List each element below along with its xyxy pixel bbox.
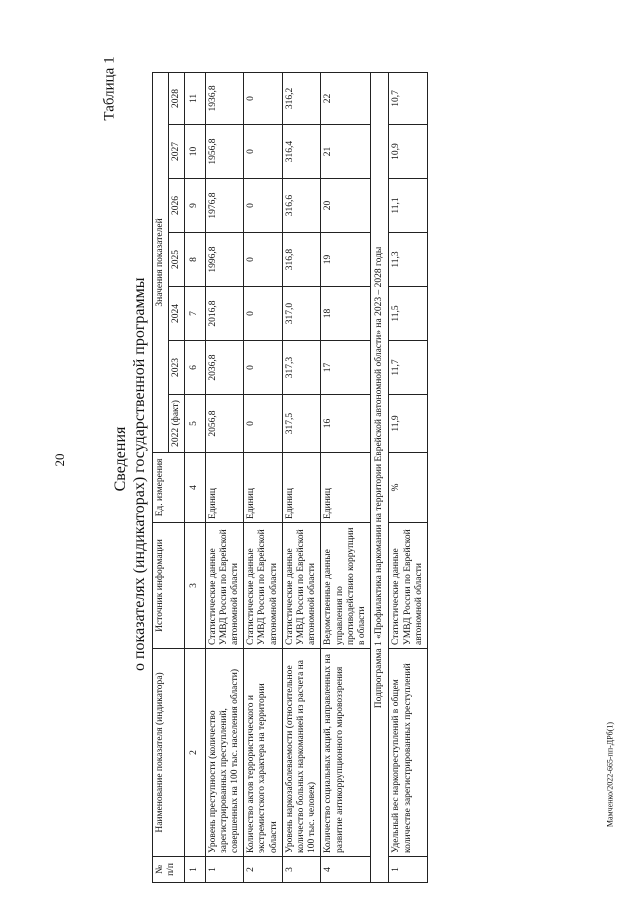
indicator-value: 11,5 xyxy=(389,287,428,341)
column-number: 11 xyxy=(185,72,205,124)
indicator-value: 0 xyxy=(244,233,283,287)
indicator-value: 316,6 xyxy=(282,179,321,233)
column-number: 10 xyxy=(185,125,205,179)
column-number: 7 xyxy=(185,287,205,341)
column-number: 4 xyxy=(185,453,205,523)
document-title: Сведения xyxy=(112,426,129,492)
indicators-table-container xyxy=(152,73,592,883)
indicator-value: 317,0 xyxy=(282,287,321,341)
indicator-value: 1976,8 xyxy=(205,179,244,233)
row-num: 2 xyxy=(244,857,283,883)
table-row xyxy=(321,72,371,882)
header-year: 2027 xyxy=(169,125,185,179)
indicator-value: 10,9 xyxy=(389,125,428,179)
column-number: 5 xyxy=(185,395,205,453)
header-source: Источник информации xyxy=(153,523,185,649)
table-header-row xyxy=(153,72,169,882)
indicator-value: 316,4 xyxy=(282,125,321,179)
indicator-value: 317,3 xyxy=(282,341,321,395)
header-year: 2024 xyxy=(169,287,185,341)
indicator-name: Количество социальных акций, направленных на развитие антикоррупционного мировоззрения xyxy=(321,649,371,857)
column-number: 9 xyxy=(185,179,205,233)
table-row xyxy=(282,72,321,882)
header-year: 2025 xyxy=(169,233,185,287)
indicator-source: Статистические данные УМВД России по Еврейской автономной области xyxy=(389,523,428,649)
document-code: Мамченко/2022-665-пп-ДРб(1) xyxy=(605,721,615,828)
column-number: 8 xyxy=(185,233,205,287)
indicator-value: 16 xyxy=(321,395,371,453)
header-name: Наименование показателя (индикатора) xyxy=(153,649,185,857)
indicator-value: 1936,8 xyxy=(205,72,244,124)
header-year: 2028 xyxy=(169,72,185,124)
column-numbers-row xyxy=(185,72,205,882)
indicator-value: 20 xyxy=(321,179,371,233)
indicator-unit: Единиц xyxy=(244,453,283,523)
indicator-value: 22 xyxy=(321,72,371,124)
indicator-unit: Единиц xyxy=(282,453,321,523)
subprogram-row xyxy=(371,72,389,882)
table-row xyxy=(205,72,244,882)
indicator-name: Количество актов террористического и экстремистского характера на территории области xyxy=(244,649,283,857)
indicator-value: 0 xyxy=(244,72,283,124)
row-num: 3 xyxy=(282,857,321,883)
indicator-unit: Единиц xyxy=(205,453,244,523)
indicator-source: Статистические данные УМВД России по Еврейской автономной области xyxy=(244,523,283,649)
indicator-value: 11,1 xyxy=(389,179,428,233)
indicator-value: 317,5 xyxy=(282,395,321,453)
subprogram-title: Подпрограмма 1 «Профилактика наркомании на территории Еврейской автономной области» на 2023 – 2028 годы xyxy=(371,72,389,882)
indicator-name: Уровень преступности (количество зарегистрированных преступлений, совершенных на 100 тыс. населения области) xyxy=(205,649,244,857)
indicator-name: Уровень наркозаболеваемости (относительное количество больных наркоманией из расчета на 100 тыс. человек) xyxy=(282,649,321,857)
row-num: 4 xyxy=(321,857,371,883)
header-values-group: Значения показателей xyxy=(153,72,169,452)
indicator-value: 316,2 xyxy=(282,72,321,124)
indicator-value: 11,3 xyxy=(389,233,428,287)
indicator-value: 2016,8 xyxy=(205,287,244,341)
column-number: 1 xyxy=(185,857,205,883)
indicator-value: 17 xyxy=(321,341,371,395)
indicator-value: 316,8 xyxy=(282,233,321,287)
column-number: 3 xyxy=(185,523,205,649)
indicator-value: 0 xyxy=(244,341,283,395)
indicator-unit: Единиц xyxy=(321,453,371,523)
indicator-value: 11,7 xyxy=(389,341,428,395)
indicator-value: 0 xyxy=(244,179,283,233)
header-unit: Ед. измерения xyxy=(153,453,185,523)
indicator-value: 0 xyxy=(244,395,283,453)
row-num: 1 xyxy=(389,857,428,883)
table-row xyxy=(389,72,428,882)
indicator-unit: % xyxy=(389,453,428,523)
indicator-source: Статистические данные УМВД России по Еврейской автономной области xyxy=(205,523,244,649)
indicator-source: Статистические данные УМВД России по Еврейской автономной области xyxy=(282,523,321,649)
indicator-value: 0 xyxy=(244,287,283,341)
indicators-table xyxy=(152,72,428,883)
indicator-value: 11,9 xyxy=(389,395,428,453)
header-year: 2022 (факт) xyxy=(169,395,185,453)
indicator-value: 1956,8 xyxy=(205,125,244,179)
column-number: 6 xyxy=(185,341,205,395)
table-label: Таблица 1 xyxy=(101,56,118,121)
indicator-source: Ведомственные данные управления по противодействию коррупции в области xyxy=(321,523,371,649)
indicator-value: 2036,8 xyxy=(205,341,244,395)
header-num: № п/п xyxy=(153,857,185,883)
column-number: 2 xyxy=(185,649,205,857)
indicator-value: 1996,8 xyxy=(205,233,244,287)
indicator-value: 19 xyxy=(321,233,371,287)
indicator-name: Удельный вес наркопреступлений в общем количестве зарегистрированных преступлений xyxy=(389,649,428,857)
header-year: 2026 xyxy=(169,179,185,233)
indicator-value: 2056,8 xyxy=(205,395,244,453)
indicator-value: 0 xyxy=(244,125,283,179)
document-subtitle: о показателях (индикаторах) государственной программы xyxy=(131,277,148,671)
indicator-value: 10,7 xyxy=(389,72,428,124)
header-year: 2023 xyxy=(169,341,185,395)
page-number: 20 xyxy=(52,453,67,467)
table-row xyxy=(244,72,283,882)
row-num: 1 xyxy=(205,857,244,883)
indicator-value: 18 xyxy=(321,287,371,341)
indicator-value: 21 xyxy=(321,125,371,179)
